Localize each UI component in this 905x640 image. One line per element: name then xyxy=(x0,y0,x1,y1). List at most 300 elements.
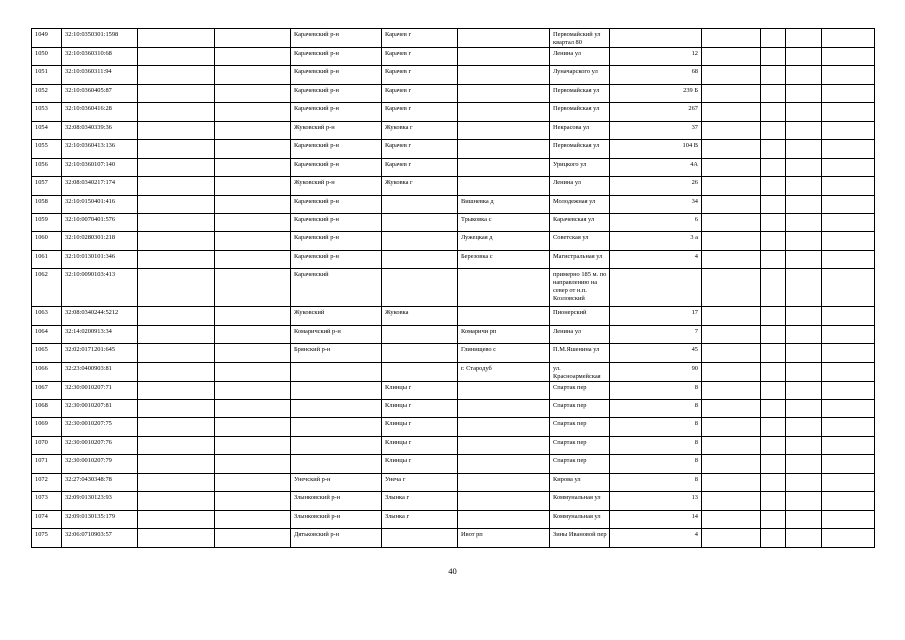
empty-cell xyxy=(786,436,822,454)
row-number-cell: 1065 xyxy=(32,344,62,362)
empty-cell xyxy=(138,344,215,362)
street-cell: П.М.Яшенина ул xyxy=(550,344,610,362)
empty-cell xyxy=(702,250,761,268)
settlement-cell xyxy=(458,455,550,473)
settlement-cell: Вишневка д xyxy=(458,195,550,213)
empty-cell xyxy=(822,103,875,121)
house-number-cell: 68 xyxy=(610,66,702,84)
empty-cell xyxy=(702,213,761,231)
district-cell: Карачевский р-н xyxy=(291,29,382,48)
settlement-cell: Березовка с xyxy=(458,250,550,268)
empty-cell xyxy=(215,418,291,436)
empty-cell xyxy=(786,103,822,121)
settlement-cell xyxy=(458,307,550,325)
empty-cell xyxy=(761,103,786,121)
empty-cell xyxy=(786,307,822,325)
empty-cell xyxy=(138,29,215,48)
cadastral-number-cell: 32:10:0280301:218 xyxy=(62,232,138,250)
city-cell: Карачев г xyxy=(382,66,458,84)
settlement-cell: Глинищево с xyxy=(458,344,550,362)
cadastral-number-cell: 32:10:0070401:576 xyxy=(62,213,138,231)
house-number-cell: 6 xyxy=(610,213,702,231)
empty-cell xyxy=(702,455,761,473)
district-cell: Карачевский р-н xyxy=(291,195,382,213)
empty-cell xyxy=(138,195,215,213)
street-cell: Первомайская ул xyxy=(550,84,610,102)
empty-cell xyxy=(761,177,786,195)
empty-cell xyxy=(138,492,215,510)
empty-cell xyxy=(761,473,786,491)
empty-cell xyxy=(761,325,786,343)
empty-cell xyxy=(138,381,215,399)
empty-cell xyxy=(822,66,875,84)
house-number-cell: 17 xyxy=(610,307,702,325)
empty-cell xyxy=(215,48,291,66)
empty-cell xyxy=(702,492,761,510)
street-cell: Спартак пер xyxy=(550,400,610,418)
row-number-cell: 1055 xyxy=(32,140,62,158)
table-row xyxy=(32,325,875,343)
table-row xyxy=(32,140,875,158)
row-number-cell: 1066 xyxy=(32,362,62,381)
row-number-cell: 1071 xyxy=(32,455,62,473)
row-number-cell: 1053 xyxy=(32,103,62,121)
street-cell: Первомайская ул xyxy=(550,103,610,121)
settlement-cell xyxy=(458,29,550,48)
empty-cell xyxy=(822,84,875,102)
empty-cell xyxy=(215,269,291,307)
empty-cell xyxy=(215,84,291,102)
street-cell: Некрасова ул xyxy=(550,121,610,139)
empty-cell xyxy=(215,455,291,473)
street-cell: Спартак пер xyxy=(550,418,610,436)
empty-cell xyxy=(761,195,786,213)
street-cell: Ленина ул xyxy=(550,325,610,343)
empty-cell xyxy=(138,48,215,66)
empty-cell xyxy=(138,418,215,436)
district-cell: Карачевский р-н xyxy=(291,140,382,158)
empty-cell xyxy=(822,213,875,231)
empty-cell xyxy=(761,232,786,250)
settlement-cell: Трыковка с xyxy=(458,213,550,231)
empty-cell xyxy=(702,269,761,307)
table-row xyxy=(32,436,875,454)
empty-cell xyxy=(761,307,786,325)
city-cell: Клинцы г xyxy=(382,381,458,399)
empty-cell xyxy=(761,48,786,66)
empty-cell xyxy=(822,325,875,343)
empty-cell xyxy=(215,103,291,121)
district-cell: Карачевский р-н xyxy=(291,250,382,268)
table-row xyxy=(32,344,875,362)
empty-cell xyxy=(786,177,822,195)
empty-cell xyxy=(786,418,822,436)
empty-cell xyxy=(138,455,215,473)
empty-cell xyxy=(702,510,761,528)
empty-cell xyxy=(138,158,215,176)
table-row xyxy=(32,362,875,381)
cadastral-number-cell: 32:30:0010207:71 xyxy=(62,381,138,399)
city-cell: Клинцы г xyxy=(382,418,458,436)
house-number-cell: 8 xyxy=(610,473,702,491)
city-cell: Злынка г xyxy=(382,492,458,510)
street-cell: примерно 185 м. по направлению на север от н.п. Козловский xyxy=(550,269,610,307)
district-cell: Жуковский р-н xyxy=(291,121,382,139)
empty-cell xyxy=(786,492,822,510)
empty-cell xyxy=(702,307,761,325)
row-number-cell: 1068 xyxy=(32,400,62,418)
empty-cell xyxy=(138,121,215,139)
house-number-cell: 267 xyxy=(610,103,702,121)
city-cell: Карачев г xyxy=(382,84,458,102)
empty-cell xyxy=(138,325,215,343)
empty-cell xyxy=(786,158,822,176)
empty-cell xyxy=(702,529,761,547)
cadastral-number-cell: 32:10:0150401:416 xyxy=(62,195,138,213)
empty-cell xyxy=(215,362,291,381)
registry-rows xyxy=(32,29,875,548)
empty-cell xyxy=(138,473,215,491)
empty-cell xyxy=(702,29,761,48)
city-cell: Жуковка xyxy=(382,307,458,325)
street-cell: Молодежная ул xyxy=(550,195,610,213)
row-number-cell: 1074 xyxy=(32,510,62,528)
city-cell: Унеча г xyxy=(382,473,458,491)
house-number-cell xyxy=(610,269,702,307)
empty-cell xyxy=(215,250,291,268)
table-row xyxy=(32,195,875,213)
empty-cell xyxy=(215,307,291,325)
empty-cell xyxy=(822,177,875,195)
street-cell: Магистральная ул xyxy=(550,250,610,268)
cadastral-number-cell: 32:08:0340244:5212 xyxy=(62,307,138,325)
table-row xyxy=(32,529,875,547)
table-row xyxy=(32,418,875,436)
empty-cell xyxy=(761,510,786,528)
cadastral-number-cell: 32:10:0360310:68 xyxy=(62,48,138,66)
empty-cell xyxy=(215,140,291,158)
district-cell: Жуковский р-н xyxy=(291,177,382,195)
street-cell: ул. Красноармейская xyxy=(550,362,610,381)
empty-cell xyxy=(702,400,761,418)
district-cell: Жуковский xyxy=(291,307,382,325)
table-row xyxy=(32,177,875,195)
district-cell: Унечский р-н xyxy=(291,473,382,491)
cadastral-number-cell: 32:30:0010207:76 xyxy=(62,436,138,454)
empty-cell xyxy=(138,529,215,547)
row-number-cell: 1067 xyxy=(32,381,62,399)
district-cell: Карачевский р-н xyxy=(291,48,382,66)
cadastral-number-cell: 32:10:0130101:346 xyxy=(62,250,138,268)
empty-cell xyxy=(702,232,761,250)
empty-cell xyxy=(786,344,822,362)
empty-cell xyxy=(786,529,822,547)
empty-cell xyxy=(215,492,291,510)
settlement-cell xyxy=(458,418,550,436)
table-row xyxy=(32,510,875,528)
table-row xyxy=(32,213,875,231)
table-row xyxy=(32,455,875,473)
city-cell xyxy=(382,325,458,343)
empty-cell xyxy=(822,455,875,473)
settlement-cell xyxy=(458,473,550,491)
house-number-cell: 3 а xyxy=(610,232,702,250)
empty-cell xyxy=(822,510,875,528)
house-number-cell: 34 xyxy=(610,195,702,213)
cadastral-number-cell: 32:09:0130123:93 xyxy=(62,492,138,510)
empty-cell xyxy=(822,473,875,491)
empty-cell xyxy=(215,400,291,418)
empty-cell xyxy=(761,269,786,307)
district-cell xyxy=(291,381,382,399)
city-cell: Жуковка г xyxy=(382,121,458,139)
empty-cell xyxy=(761,455,786,473)
page-number: 40 xyxy=(448,566,457,576)
settlement-cell xyxy=(458,436,550,454)
house-number-cell: 13 xyxy=(610,492,702,510)
empty-cell xyxy=(138,400,215,418)
row-number-cell: 1057 xyxy=(32,177,62,195)
empty-cell xyxy=(702,103,761,121)
empty-cell xyxy=(786,213,822,231)
district-cell xyxy=(291,418,382,436)
settlement-cell xyxy=(458,269,550,307)
empty-cell xyxy=(138,84,215,102)
settlement-cell: Комаричи рп xyxy=(458,325,550,343)
row-number-cell: 1058 xyxy=(32,195,62,213)
empty-cell xyxy=(702,436,761,454)
district-cell: Брянский р-н xyxy=(291,344,382,362)
house-number-cell: 90 xyxy=(610,362,702,381)
empty-cell xyxy=(702,195,761,213)
row-number-cell: 1054 xyxy=(32,121,62,139)
city-cell: Карачев г xyxy=(382,29,458,48)
empty-cell xyxy=(822,436,875,454)
street-cell: Спартак пер xyxy=(550,436,610,454)
house-number-cell: 8 xyxy=(610,436,702,454)
house-number-cell: 8 xyxy=(610,418,702,436)
empty-cell xyxy=(138,103,215,121)
row-number-cell: 1061 xyxy=(32,250,62,268)
row-number-cell: 1051 xyxy=(32,66,62,84)
house-number-cell: 104 В xyxy=(610,140,702,158)
empty-cell xyxy=(761,492,786,510)
empty-cell xyxy=(138,213,215,231)
empty-cell xyxy=(822,195,875,213)
row-number-cell: 1050 xyxy=(32,48,62,66)
district-cell: Злынковский р-н xyxy=(291,510,382,528)
house-number-cell: 4 xyxy=(610,529,702,547)
empty-cell xyxy=(215,529,291,547)
row-number-cell: 1060 xyxy=(32,232,62,250)
city-cell: Клинцы г xyxy=(382,455,458,473)
empty-cell xyxy=(138,362,215,381)
empty-cell xyxy=(138,269,215,307)
cadastral-number-cell: 32:09:0130135:179 xyxy=(62,510,138,528)
street-cell: Коммунальная ул xyxy=(550,492,610,510)
city-cell: Жуковка г xyxy=(382,177,458,195)
empty-cell xyxy=(215,29,291,48)
empty-cell xyxy=(761,418,786,436)
cadastral-number-cell: 32:23:0400903:81 xyxy=(62,362,138,381)
street-cell: Советская ул xyxy=(550,232,610,250)
cadastral-number-cell: 32:30:0010207:75 xyxy=(62,418,138,436)
street-cell: Ленина ул xyxy=(550,177,610,195)
street-cell: Первомайский ул квартал 80 xyxy=(550,29,610,48)
empty-cell xyxy=(786,325,822,343)
empty-cell xyxy=(138,510,215,528)
empty-cell xyxy=(761,344,786,362)
empty-cell xyxy=(702,48,761,66)
city-cell xyxy=(382,213,458,231)
street-cell: Спартак пер xyxy=(550,381,610,399)
house-number-cell: 7 xyxy=(610,325,702,343)
row-number-cell: 1075 xyxy=(32,529,62,547)
empty-cell xyxy=(702,66,761,84)
empty-cell xyxy=(215,473,291,491)
empty-cell xyxy=(822,344,875,362)
street-cell: Коммунальная ул xyxy=(550,510,610,528)
empty-cell xyxy=(761,158,786,176)
district-cell xyxy=(291,362,382,381)
empty-cell xyxy=(786,121,822,139)
empty-cell xyxy=(822,529,875,547)
cadastral-number-cell: 32:06:0710903:57 xyxy=(62,529,138,547)
empty-cell xyxy=(702,325,761,343)
settlement-cell: г. Стародуб xyxy=(458,362,550,381)
cadastral-number-cell: 32:02:0171201:645 xyxy=(62,344,138,362)
row-number-cell: 1064 xyxy=(32,325,62,343)
registry-table xyxy=(31,28,875,548)
district-cell: Карачевский р-н xyxy=(291,232,382,250)
empty-cell xyxy=(786,232,822,250)
empty-cell xyxy=(702,158,761,176)
house-number-cell: 12 xyxy=(610,48,702,66)
row-number-cell: 1072 xyxy=(32,473,62,491)
empty-cell xyxy=(822,158,875,176)
settlement-cell xyxy=(458,158,550,176)
empty-cell xyxy=(761,213,786,231)
empty-cell xyxy=(702,362,761,381)
house-number-cell xyxy=(610,29,702,48)
empty-cell xyxy=(786,269,822,307)
empty-cell xyxy=(786,362,822,381)
settlement-cell xyxy=(458,66,550,84)
row-number-cell: 1069 xyxy=(32,418,62,436)
table-row xyxy=(32,48,875,66)
empty-cell xyxy=(761,381,786,399)
city-cell xyxy=(382,362,458,381)
empty-cell xyxy=(761,529,786,547)
row-number-cell: 1059 xyxy=(32,213,62,231)
empty-cell xyxy=(822,418,875,436)
empty-cell xyxy=(215,510,291,528)
city-cell xyxy=(382,529,458,547)
cadastral-number-cell: 32:10:0360311:94 xyxy=(62,66,138,84)
table-row xyxy=(32,29,875,48)
settlement-cell xyxy=(458,121,550,139)
settlement-cell xyxy=(458,381,550,399)
table-row xyxy=(32,103,875,121)
house-number-cell: 4А xyxy=(610,158,702,176)
empty-cell xyxy=(702,121,761,139)
empty-cell xyxy=(786,510,822,528)
settlement-cell: Лужецкая д xyxy=(458,232,550,250)
district-cell xyxy=(291,400,382,418)
row-number-cell: 1049 xyxy=(32,29,62,48)
house-number-cell: 14 xyxy=(610,510,702,528)
settlement-cell xyxy=(458,103,550,121)
empty-cell xyxy=(702,177,761,195)
table-row xyxy=(32,66,875,84)
table-row xyxy=(32,269,875,307)
street-cell: Урицкого ул xyxy=(550,158,610,176)
empty-cell xyxy=(215,325,291,343)
cadastral-number-cell: 32:30:0010207:79 xyxy=(62,455,138,473)
table-row xyxy=(32,473,875,491)
empty-cell xyxy=(702,344,761,362)
city-cell: Клинцы г xyxy=(382,400,458,418)
settlement-cell xyxy=(458,177,550,195)
cadastral-number-cell: 32:30:0010207:81 xyxy=(62,400,138,418)
empty-cell xyxy=(786,381,822,399)
city-cell: Злынка г xyxy=(382,510,458,528)
settlement-cell xyxy=(458,140,550,158)
empty-cell xyxy=(138,140,215,158)
house-number-cell: 8 xyxy=(610,400,702,418)
table-row xyxy=(32,400,875,418)
empty-cell xyxy=(702,140,761,158)
empty-cell xyxy=(822,269,875,307)
cadastral-number-cell: 32:10:0360413:136 xyxy=(62,140,138,158)
empty-cell xyxy=(761,436,786,454)
empty-cell xyxy=(702,418,761,436)
cadastral-number-cell: 32:10:0360405:87 xyxy=(62,84,138,102)
house-number-cell: 45 xyxy=(610,344,702,362)
empty-cell xyxy=(702,381,761,399)
district-cell: Дятьковский р-н xyxy=(291,529,382,547)
table-row xyxy=(32,250,875,268)
city-cell xyxy=(382,195,458,213)
empty-cell xyxy=(761,140,786,158)
city-cell xyxy=(382,344,458,362)
house-number-cell: 239 Б xyxy=(610,84,702,102)
house-number-cell: 26 xyxy=(610,177,702,195)
cadastral-number-cell: 32:10:0360416:28 xyxy=(62,103,138,121)
row-number-cell: 1063 xyxy=(32,307,62,325)
city-cell: Карачев г xyxy=(382,103,458,121)
empty-cell xyxy=(138,66,215,84)
district-cell xyxy=(291,455,382,473)
cadastral-number-cell: 32:08:0340339:36 xyxy=(62,121,138,139)
empty-cell xyxy=(761,66,786,84)
street-cell: Зины Ивановой пер xyxy=(550,529,610,547)
table-row xyxy=(32,232,875,250)
empty-cell xyxy=(786,400,822,418)
settlement-cell xyxy=(458,48,550,66)
cadastral-number-cell: 32:10:0360107:140 xyxy=(62,158,138,176)
street-cell: Луначарского ул xyxy=(550,66,610,84)
street-cell: Спартак пер xyxy=(550,455,610,473)
empty-cell xyxy=(786,29,822,48)
empty-cell xyxy=(215,436,291,454)
table-row xyxy=(32,84,875,102)
district-cell: Карачевский р-н xyxy=(291,66,382,84)
empty-cell xyxy=(215,66,291,84)
table-row xyxy=(32,307,875,325)
empty-cell xyxy=(215,232,291,250)
table-row xyxy=(32,158,875,176)
